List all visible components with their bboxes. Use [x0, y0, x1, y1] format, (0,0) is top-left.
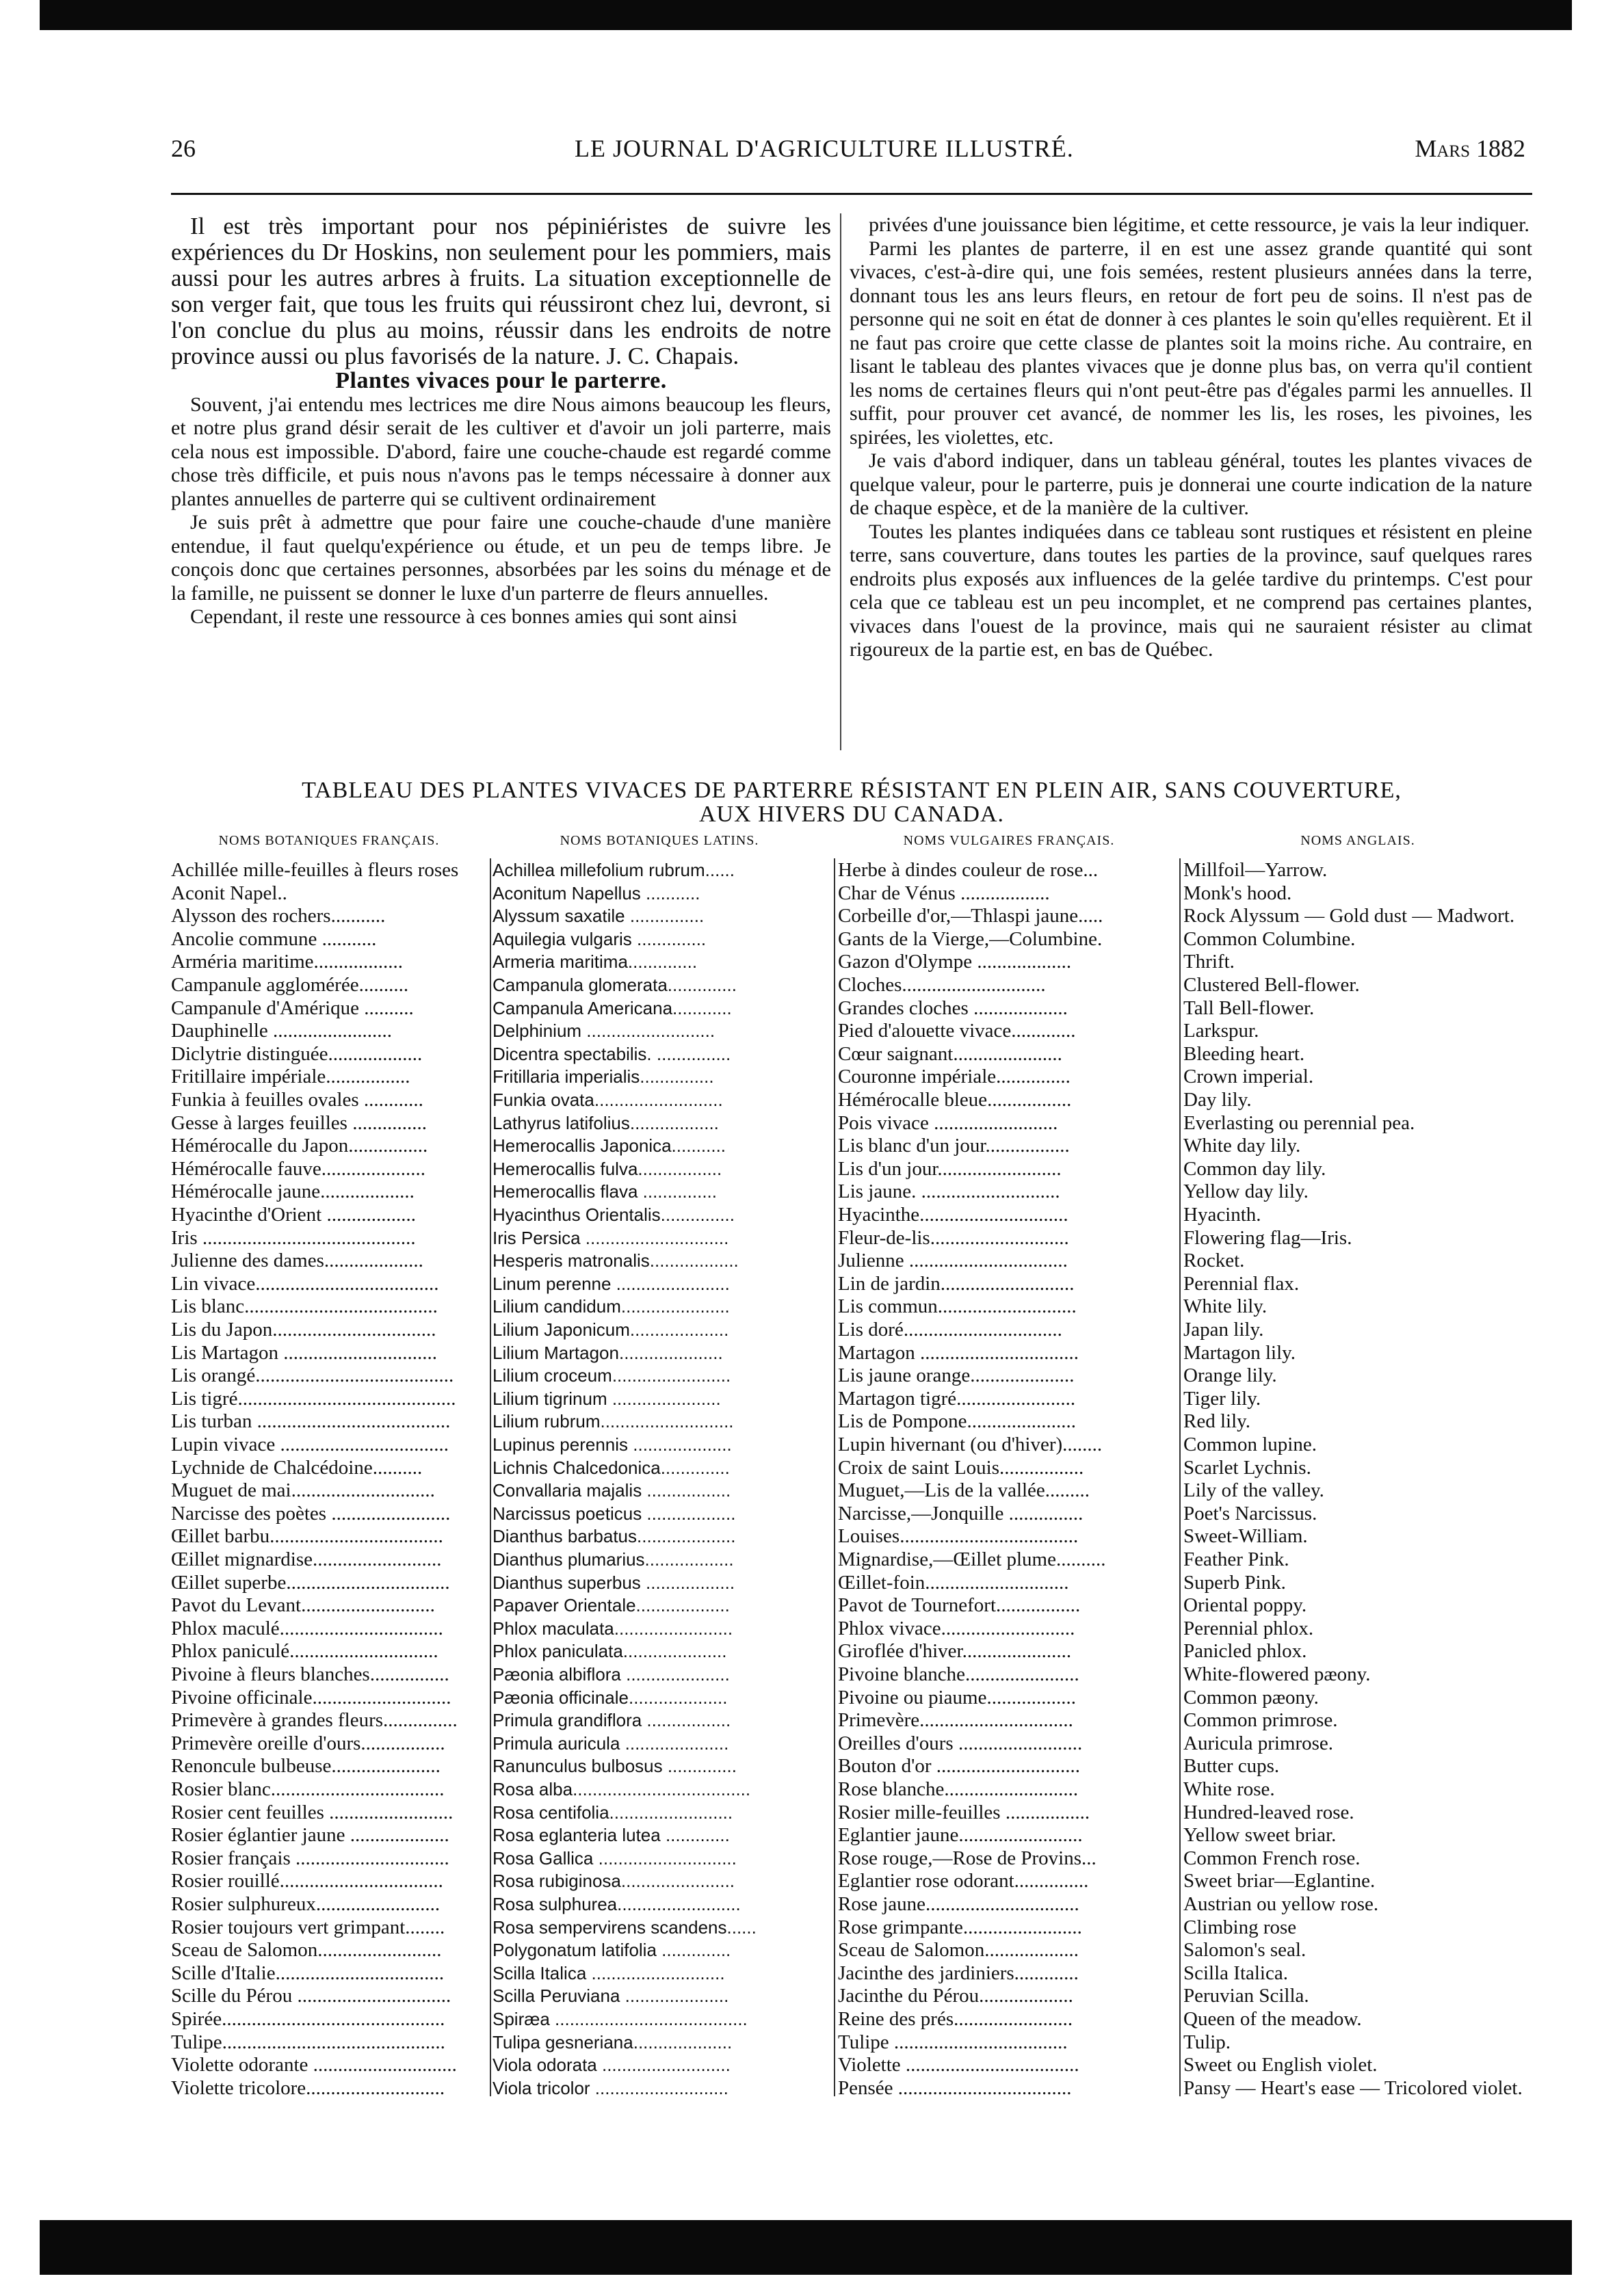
french-common-name: Lis de Pompone......................	[838, 1410, 1076, 1433]
french-botanical-name: Julienne des dames....................	[171, 1250, 423, 1272]
french-botanical-name: Phlox maculé.................................	[171, 1617, 443, 1639]
table-row	[171, 1594, 1532, 1617]
latin-botanical-name: Delphinium ..........................	[493, 1020, 715, 1042]
table-row	[171, 1019, 1532, 1042]
latin-botanical-name: Achillea millefolium rubrum......	[493, 860, 735, 880]
table-row	[171, 1157, 1532, 1180]
latin-botanical-name: Scilla Peruviana .....................	[493, 1985, 729, 2007]
table-row	[171, 1938, 1532, 1962]
french-common-name: Louises....................................	[838, 1525, 1079, 1548]
english-name: Common pæony.	[1183, 1686, 1319, 1708]
latin-botanical-name: Lilium Japonicum....................	[493, 1319, 729, 1340]
french-common-name: Sceau de Salomon...................	[838, 1939, 1079, 1962]
french-common-name: Mignardise,—Œillet plume..........	[838, 1548, 1106, 1570]
latin-botanical-name: Dianthus barbatus....................	[493, 1526, 736, 1547]
table-row	[171, 1847, 1532, 1870]
table-row	[171, 1916, 1532, 1939]
french-common-name: Lis blanc d'un jour.................	[838, 1135, 1070, 1157]
english-name: Common day lily.	[1183, 1157, 1326, 1180]
french-common-name: Pivoine blanche.......................	[838, 1663, 1079, 1685]
english-name: Common Columbine.	[1183, 927, 1356, 950]
english-name: Rock Alyssum — Gold dust — Madwort.	[1183, 905, 1515, 927]
table-row	[171, 1617, 1532, 1640]
table-row	[171, 1869, 1532, 1892]
latin-botanical-name: Narcissus poeticus ..................	[493, 1503, 736, 1524]
table-row	[171, 1387, 1532, 1410]
french-common-name: Jacinthe des jardiniers.............	[838, 1962, 1079, 1984]
table-row	[171, 973, 1532, 997]
french-botanical-name: Rosier blanc...................................	[171, 1778, 445, 1800]
french-botanical-name: Fritillaire impériale.................	[171, 1066, 410, 1088]
french-botanical-name: Alysson des rochers...........	[171, 905, 386, 927]
latin-botanical-name: Viola odorata ..........................	[493, 2055, 731, 2076]
french-botanical-name: Narcisse des poètes ........................	[171, 1502, 451, 1525]
french-botanical-name: Campanule agglomérée..........	[171, 974, 409, 996]
english-name: Hyacinth.	[1183, 1204, 1261, 1226]
latin-botanical-name: Spiræa .......................................	[493, 2009, 748, 2029]
latin-botanical-name: Dianthus superbus ..................	[493, 1572, 735, 1593]
latin-botanical-name: Pæonia albiflora .....................	[493, 1664, 730, 1685]
english-name: Common primrose.	[1183, 1709, 1338, 1732]
table-row	[171, 1732, 1532, 1755]
english-name: Martagon lily.	[1183, 1341, 1296, 1364]
french-botanical-name: Muguet de mai.............................	[171, 1479, 435, 1502]
table-row	[171, 1456, 1532, 1479]
latin-botanical-name: Dicentra spectabilis. ...............	[493, 1043, 731, 1064]
bottom-scan-border	[40, 2220, 1572, 2275]
english-name: Perennial flax.	[1183, 1272, 1300, 1295]
french-botanical-name: Diclytrie distinguée...................	[171, 1042, 423, 1065]
table-row	[171, 1341, 1532, 1364]
english-name: Feather Pink.	[1183, 1548, 1289, 1570]
french-common-name: Lis jaune orange.....................	[838, 1364, 1075, 1387]
english-name: White rose.	[1183, 1778, 1275, 1800]
english-name: Sweet ou English violet.	[1183, 2054, 1378, 2076]
english-name: Everlasting ou perennial pea.	[1183, 1111, 1415, 1134]
latin-botanical-name: Lilium candidum......................	[493, 1296, 730, 1317]
french-common-name: Bouton d'or .............................	[838, 1755, 1081, 1778]
table-row	[171, 1226, 1532, 1250]
french-botanical-name: Pivoine à fleurs blanches................	[171, 1663, 449, 1685]
table-row	[171, 1823, 1532, 1847]
english-name: Bleeding heart.	[1183, 1042, 1305, 1065]
french-common-name: Rosier mille-feuilles .................	[838, 1801, 1090, 1823]
french-common-name: Tulipe ...................................	[838, 2031, 1068, 2053]
english-name: Superb Pink.	[1183, 1571, 1286, 1594]
french-botanical-name: Scille d'Italie..................................	[171, 1962, 445, 1984]
table-row	[171, 1686, 1532, 1709]
english-name: Common French rose.	[1183, 1847, 1361, 1869]
french-botanical-name: Aconit Napel..	[171, 882, 287, 904]
english-name: Climbing rose	[1183, 1916, 1297, 1938]
french-common-name: Julienne ................................	[838, 1250, 1068, 1272]
table-row	[171, 2031, 1532, 2054]
table-row	[171, 1479, 1532, 1502]
latin-botanical-name: Ranunculus bulbosus ..............	[493, 1756, 737, 1777]
french-botanical-name: Lis turban .......................................	[171, 1410, 451, 1433]
english-name: Panicled phlox.	[1183, 1640, 1307, 1663]
english-name: Day lily.	[1183, 1089, 1252, 1111]
english-name: Crown imperial.	[1183, 1066, 1314, 1088]
english-name: Sweet-William.	[1183, 1525, 1308, 1548]
english-name: Tiger lily.	[1183, 1387, 1261, 1410]
left-column	[171, 213, 831, 629]
french-common-name: Pois vivace .........................	[838, 1111, 1058, 1134]
table-row	[171, 904, 1532, 927]
french-botanical-name: Ancolie commune ...........	[171, 927, 377, 950]
french-botanical-name: Primevère oreille d'ours.................	[171, 1732, 445, 1754]
table-row	[171, 1134, 1532, 1157]
table-row	[171, 1571, 1532, 1594]
table-row	[171, 997, 1532, 1020]
french-common-name: Lin de jardin...........................	[838, 1272, 1075, 1295]
french-common-name: Martagon ................................	[838, 1341, 1079, 1364]
french-common-name: Lis doré................................	[838, 1319, 1062, 1341]
latin-botanical-name: Dianthus plumarius..................	[493, 1549, 734, 1570]
table-row	[171, 1892, 1532, 1916]
table-row	[171, 1088, 1532, 1111]
table-row	[171, 1502, 1532, 1525]
french-common-name: Croix de saint Louis.................	[838, 1456, 1084, 1479]
english-name: Lily of the valley.	[1183, 1479, 1324, 1502]
french-botanical-name: Rosier rouillé.................................	[171, 1870, 443, 1892]
french-botanical-name: Œillet mignardise..........................	[171, 1548, 442, 1570]
column-header-latin-botanical: NOMS BOTANIQUES LATINS.	[560, 833, 759, 848]
french-common-name: Rose blanche...........................	[838, 1778, 1079, 1800]
table-row	[171, 1778, 1532, 1801]
table-row	[171, 1663, 1532, 1686]
table-row	[171, 1433, 1532, 1456]
table-row	[171, 2007, 1532, 2031]
column-header-french-botanical: NOMS BOTANIQUES FRANÇAIS.	[218, 833, 440, 848]
latin-botanical-name: Tulipa gesneriana....................	[493, 2031, 733, 2053]
table-row	[171, 1180, 1532, 1203]
latin-botanical-name: Rosa sulphurea.........................	[493, 1894, 741, 1914]
table-row	[171, 1111, 1532, 1135]
latin-botanical-name: Hyacinthus Orientalis...............	[493, 1204, 735, 1225]
french-botanical-name: Sceau de Salomon.........................	[171, 1939, 442, 1962]
latin-botanical-name: Primula auricula .....................	[493, 1732, 729, 1754]
french-common-name: Pied d'alouette vivace.............	[838, 1020, 1076, 1042]
french-botanical-name: Pavot du Levant...........................	[171, 1594, 435, 1617]
english-name: Austrian ou yellow rose.	[1183, 1893, 1379, 1915]
latin-botanical-name: Polygonatum latifolia ..............	[493, 1940, 731, 1961]
latin-botanical-name: Lilium croceum........................	[493, 1365, 731, 1386]
latin-botanical-name: Alyssum saxatile ...............	[493, 906, 705, 927]
french-common-name: Primevère...............................	[838, 1709, 1073, 1732]
table-row	[171, 1801, 1532, 1824]
latin-botanical-name: Rosa Gallica ............................	[493, 1847, 737, 1869]
french-botanical-name: Lupin vivace ..................................	[171, 1434, 449, 1455]
english-name: Queen of the meadow.	[1183, 2008, 1362, 2030]
french-common-name: Narcisse,—Jonquille ...............	[838, 1502, 1084, 1525]
french-botanical-name: Hémérocalle fauve.....................	[171, 1157, 426, 1180]
french-common-name: Eglantier jaune.........................	[838, 1824, 1083, 1847]
french-common-name: Gazon d'Olympe ...................	[838, 951, 1072, 973]
column-header-french-common: NOMS VULGAIRES FRANÇAIS.	[903, 833, 1115, 848]
table-row	[171, 950, 1532, 973]
table-row	[171, 2076, 1532, 2100]
table-row	[171, 1962, 1532, 1985]
table-row	[171, 1042, 1532, 1066]
table-row	[171, 1272, 1532, 1295]
right-column	[850, 213, 1532, 662]
french-common-name: Hémérocalle bleue.................	[838, 1089, 1072, 1111]
latin-botanical-name: Funkia ovata..........................	[493, 1090, 723, 1110]
table-row	[171, 1754, 1532, 1778]
latin-botanical-name: Rosa alba....................................	[493, 1779, 751, 1799]
latin-botanical-name: Rosa centifolia.........................	[493, 1802, 733, 1823]
french-common-name: Muguet,—Lis de la vallée.........	[838, 1479, 1090, 1502]
english-name: Red lily.	[1183, 1410, 1251, 1433]
french-common-name: Lis commun............................	[838, 1295, 1077, 1318]
english-name: Salomon's seal.	[1183, 1939, 1306, 1962]
english-name: Yellow day lily.	[1183, 1180, 1309, 1203]
french-botanical-name: Hémérocalle du Japon................	[171, 1135, 428, 1157]
french-common-name: Cœur saignant......................	[838, 1042, 1062, 1065]
french-botanical-name: Funkia à feuilles ovales ............	[171, 1089, 423, 1111]
left-paragraph-2: Je suis prêt à admettre que pour faire une couche-chaude d'une manière entendue, il faut quelqu'expérience ou étude, et un peu de temps libre. Je conçois donc que certaines personnes, absorbées par les soins du ménage et de la famille, ne puissent se donner le luxe d'un parterre de fleurs annuelles.	[171, 511, 831, 605]
french-botanical-name: Pivoine officinale............................	[171, 1686, 451, 1708]
latin-botanical-name: Rosa sempervirens scandens......	[493, 1916, 757, 1938]
table-title-line-1: TABLEAU DES PLANTES VIVACES DE PARTERRE RÉSISTANT EN PLEIN AIR, SANS COUVERTURE,	[302, 778, 1402, 803]
french-botanical-name: Campanule d'Amérique ..........	[171, 997, 414, 1019]
english-name: Tulip.	[1183, 2031, 1231, 2053]
table-row	[171, 1065, 1532, 1088]
latin-botanical-name: Campanula glomerata..............	[493, 975, 737, 995]
french-common-name: Pavot de Tournefort.................	[838, 1594, 1081, 1617]
french-botanical-name: Lychnide de Chalcédoine..........	[171, 1456, 423, 1479]
french-common-name: Couronne impériale...............	[838, 1066, 1071, 1088]
french-botanical-name: Achillée mille-feuilles à fleurs roses	[171, 859, 459, 881]
french-common-name: Phlox vivace...........................	[838, 1617, 1075, 1639]
english-name: Monk's hood.	[1183, 882, 1292, 904]
english-name: Millfoil—Yarrow.	[1183, 859, 1328, 881]
french-common-name: Pivoine ou piaume..................	[838, 1686, 1076, 1708]
french-botanical-name: Hyacinthe d'Orient ..................	[171, 1204, 416, 1226]
french-common-name: Cloches.............................	[838, 974, 1046, 996]
french-botanical-name: Spirée.............................................	[171, 2008, 445, 2030]
table-row	[171, 1548, 1532, 1571]
plant-table	[171, 858, 1532, 2099]
french-common-name: Fleur-de-lis............................	[838, 1226, 1069, 1249]
left-paragraph-3: Cependant, il reste une ressource à ces bonnes amies qui sont ainsi	[190, 605, 737, 628]
french-common-name: Char de Vénus ..................	[838, 882, 1050, 904]
english-name: Perennial phlox.	[1183, 1617, 1314, 1639]
french-botanical-name: Primevère à grandes fleurs...............	[171, 1709, 458, 1732]
page-number: 26	[171, 135, 196, 162]
english-name: Hundred-leaved rose.	[1183, 1801, 1354, 1823]
table-row	[171, 1410, 1532, 1433]
french-common-name: Eglantier rose odorant...............	[838, 1870, 1089, 1892]
table-row	[171, 1249, 1532, 1272]
latin-botanical-name: Pæonia officinale....................	[493, 1687, 728, 1708]
latin-botanical-name: Lilium tigrinum ......................	[493, 1388, 721, 1409]
table-row	[171, 882, 1532, 905]
column-divider	[840, 213, 841, 750]
latin-botanical-name: Scilla Italica ...........................	[493, 1962, 725, 1983]
french-botanical-name: Gesse à larges feuilles ...............	[171, 1111, 427, 1134]
latin-botanical-name: Hemerocallis flava ...............	[493, 1181, 717, 1202]
latin-botanical-name: Armeria maritima..............	[493, 951, 698, 973]
table-row	[171, 2053, 1532, 2076]
french-botanical-name: Lis tigré............................................	[171, 1387, 456, 1410]
english-name: Larkspur.	[1183, 1020, 1259, 1042]
french-botanical-name: Lin vivace.....................................	[171, 1272, 439, 1295]
french-botanical-name: Œillet superbe.................................	[171, 1571, 450, 1594]
english-name: White-flowered pæony.	[1183, 1663, 1371, 1685]
english-name: Butter cups.	[1183, 1755, 1280, 1778]
english-name: Auricula primrose.	[1183, 1732, 1334, 1754]
french-common-name: Giroflée d'hiver......................	[838, 1640, 1072, 1663]
english-name: Sweet briar—Eglantine.	[1183, 1870, 1376, 1892]
french-botanical-name: Rosier églantier jaune ....................	[171, 1824, 449, 1847]
french-botanical-name: Violette tricolore............................	[171, 2076, 445, 2099]
french-botanical-name: Rosier toujours vert grimpant........	[171, 1916, 445, 1938]
table-row	[171, 1203, 1532, 1226]
intro-paragraph: Il est très important pour nos pépiniéristes de suivre les expériences du Dr Hoskins, non seulement pour les pommiers, mais aussi pour les autres arbres à fruits. La situation exceptionnelle de son verger fait, que tous les fruits qui réussiront chez lui, devront, si l'on conclue du plus au moins, réussir dans les endroits de notre province aussi ou plus favorisés de la nature. J. C. Chapais.	[171, 213, 831, 369]
issue-date: Mars 1882	[1415, 135, 1525, 162]
english-name: Tall Bell-flower.	[1183, 997, 1315, 1019]
journal-title: LE JOURNAL D'AGRICULTURE ILLUSTRÉ.	[575, 135, 1074, 162]
english-name: Flowering flag—Iris.	[1183, 1226, 1352, 1249]
french-botanical-name: Lis blanc.......................................	[171, 1295, 438, 1318]
french-botanical-name: Tulipe.............................................	[171, 2031, 445, 2053]
french-common-name: Rose jaune...............................	[838, 1893, 1079, 1915]
french-botanical-name: Lis orangé........................................	[171, 1364, 454, 1387]
english-name: White day lily.	[1183, 1135, 1301, 1157]
latin-botanical-name: Convallaria majalis .................	[493, 1480, 731, 1501]
right-paragraph-1: privées d'une jouissance bien légitime, et cette ressource, je vais la leur indiquer.	[869, 213, 1529, 236]
right-paragraph-2: Parmi les plantes de parterre, il en est une assez grande quantité qui sont vivaces, c'est-à-dire qui, une fois semées, restent plusieurs années dans la terre, donnant tous les ans leurs fleurs, en retour de fort peu de soins. Il n'est pas de personne qui ne soit en état de donner à ces plantes le soin qu'elles requièrent. Et il ne faut pas croire que cette classe de plantes soit la moins riche. Au contraire, en lisant le tableau des plantes vivaces que je donne plus bas, on verra qu'il contient les noms de certaines fleurs qui n'ont peut-être pas d'égales parmi les annuelles. Il suffit, pour prouver cet avancé, de nommer les lis, les roses, les pivoines, les spirées, les violettes, etc.	[850, 237, 1532, 449]
english-name: Pansy — Heart's ease — Tricolored violet.	[1183, 2076, 1523, 2099]
latin-botanical-name: Lilium Martagon.....................	[493, 1342, 723, 1363]
english-name: Rocket.	[1183, 1250, 1245, 1272]
table-row	[171, 1708, 1532, 1732]
french-common-name: Lis d'un jour.........................	[838, 1157, 1062, 1180]
french-common-name: Martagon tigré........................	[838, 1387, 1076, 1410]
french-common-name: Hyacinthe..............................	[838, 1204, 1068, 1226]
table-row	[171, 927, 1532, 951]
latin-botanical-name: Aquilegia vulgaris ..............	[493, 928, 707, 949]
latin-botanical-name: Rosa rubiginosa.......................	[493, 1871, 735, 1892]
header-rule	[171, 193, 1532, 195]
french-botanical-name: Lis Martagon ...............................	[171, 1341, 438, 1364]
latin-botanical-name: Lathyrus latifolius..................	[493, 1112, 719, 1133]
french-botanical-name: Renoncule bulbeuse......................	[171, 1755, 441, 1778]
latin-botanical-name: Lupinus perennis ....................	[493, 1434, 732, 1455]
latin-botanical-name: Campanula Americana............	[493, 997, 732, 1018]
english-name: Peruvian Scilla.	[1183, 1985, 1309, 2007]
french-common-name: Jacinthe du Pérou...................	[838, 1985, 1073, 2007]
french-botanical-name: Dauphinelle ........................	[171, 1020, 392, 1042]
table-row	[171, 1364, 1532, 1387]
latin-botanical-name: Fritillaria imperialis...............	[493, 1066, 714, 1087]
french-botanical-name: Rosier français ...............................	[171, 1847, 449, 1869]
table-title	[171, 778, 1532, 826]
table-row	[171, 1525, 1532, 1548]
english-name: Poet's Narcissus.	[1183, 1502, 1317, 1525]
french-common-name: Rose grimpante........................	[838, 1916, 1082, 1938]
latin-botanical-name: Lilium rubrum...........................	[493, 1411, 734, 1432]
latin-botanical-name: Viola tricolor ...........................	[493, 2077, 728, 2098]
right-paragraph-3: Je vais d'abord indiquer, dans un tableau général, toutes les plantes vivaces de quelque valeur, pour le parterre, puis je donnerai une courte indication de la nature de chaque espèce, et de la manière de la cultiver.	[850, 449, 1532, 519]
column-header-english: NOMS ANGLAIS.	[1300, 833, 1415, 848]
latin-botanical-name: Iris Persica .............................	[493, 1227, 729, 1248]
french-common-name: Rose rouge,—Rose de Provins...	[838, 1847, 1097, 1869]
french-botanical-name: Œillet barbu...................................	[171, 1525, 443, 1548]
english-name: Common lupine.	[1183, 1434, 1317, 1455]
french-common-name: Lupin hivernant (ou d'hiver)........	[838, 1434, 1103, 1455]
latin-botanical-name: Hemerocallis fulva.................	[493, 1158, 722, 1179]
french-common-name: Oreilles d'ours .........................	[838, 1732, 1083, 1754]
french-botanical-name: Rosier cent feuilles .........................	[171, 1801, 454, 1823]
left-paragraph-1: Souvent, j'ai entendu mes lectrices me dire Nous aimons beaucoup les fleurs, et notre plus grand désir serait de les cultiver et d'avoir un joli parterre, mais cela nous est impossible. D'abord, faire une couche-chaude est regardé comme chose très difficile, et puis nous n'avons pas le temps nécessaire à donner aux plantes annuelles de parterre qui se cultivent ordinairement	[171, 393, 831, 510]
english-name: Orange lily.	[1183, 1364, 1277, 1387]
french-common-name: Lis jaune. ............................	[838, 1180, 1060, 1203]
english-name: Yellow sweet briar.	[1183, 1824, 1337, 1847]
english-name: Clustered Bell-flower.	[1183, 974, 1360, 996]
french-botanical-name: Phlox paniculé..............................	[171, 1640, 438, 1663]
section-title: Plantes vivaces pour le parterre.	[335, 368, 667, 393]
table-row	[171, 1984, 1532, 2007]
french-common-name: Corbeille d'or,—Thlaspi jaune.....	[838, 905, 1103, 927]
table-row	[171, 1639, 1532, 1663]
english-name: White lily.	[1183, 1295, 1268, 1318]
latin-botanical-name: Hesperis matronalis..................	[493, 1250, 739, 1271]
french-botanical-name: Violette odorante .............................	[171, 2054, 457, 2076]
french-botanical-name: Arméria maritime..................	[171, 951, 404, 973]
french-common-name: Violette ...................................	[838, 2054, 1079, 2076]
latin-botanical-name: Primula grandiflora .................	[493, 1710, 731, 1731]
latin-botanical-name: Lichnis Chalcedonica..............	[493, 1457, 730, 1478]
latin-botanical-name: Phlox paniculata.....................	[493, 1641, 727, 1662]
table-row	[171, 1295, 1532, 1318]
english-name: Scilla Italica.	[1183, 1962, 1288, 1984]
latin-botanical-name: Rosa eglanteria lutea .............	[493, 1825, 730, 1846]
french-common-name: Reine des prés........................	[838, 2008, 1073, 2030]
english-name: Thrift.	[1183, 951, 1235, 973]
latin-botanical-name: Linum perenne .......................	[493, 1273, 730, 1294]
english-name: Oriental poppy.	[1183, 1594, 1307, 1617]
french-botanical-name: Lis du Japon.................................	[171, 1319, 436, 1341]
french-botanical-name: Scille du Pérou ...............................	[171, 1985, 451, 2007]
french-botanical-name: Rosier sulphureux.........................	[171, 1893, 441, 1915]
right-paragraph-4: Toutes les plantes indiquées dans ce tableau sont rustiques et résistent en pleine terre, sans couverture, dans toutes les parties de la province, sauf quelques rares endroits plus exposés aux influences de la gelée tardive du printemps. C'est pour cela que ce tableau est un peu incomplet, et ne comprend pas certaines plantes, vivaces dans l'ouest de la province, mais qui ne sauraient résister au climat rigoureux de la partie est, en bas de Québec.	[850, 520, 1532, 661]
table-title-line-2: AUX HIVERS DU CANADA.	[699, 802, 1004, 827]
french-common-name: Herbe à dindes couleur de rose...	[838, 859, 1099, 881]
latin-botanical-name: Phlox maculata........................	[493, 1618, 733, 1639]
french-common-name: Pensée ...................................	[838, 2076, 1072, 2099]
latin-botanical-name: Papaver Orientale...................	[493, 1595, 730, 1616]
table-row	[171, 1318, 1532, 1341]
french-common-name: Grandes cloches ...................	[838, 997, 1068, 1019]
table-row	[171, 858, 1532, 882]
french-botanical-name: Hémérocalle jaune...................	[171, 1180, 415, 1203]
top-scan-border	[40, 0, 1572, 30]
french-common-name: Œillet-foin.............................	[838, 1571, 1069, 1594]
page-header	[171, 134, 1532, 175]
french-botanical-name: Iris ...........................................	[171, 1226, 416, 1249]
french-common-name: Gants de la Vierge,—Columbine.	[838, 927, 1103, 950]
latin-botanical-name: Hemerocallis Japonica...........	[493, 1135, 726, 1157]
latin-botanical-name: Aconitum Napellus ...........	[493, 882, 700, 903]
english-name: Japan lily.	[1183, 1319, 1264, 1341]
english-name: Scarlet Lychnis.	[1183, 1456, 1311, 1479]
